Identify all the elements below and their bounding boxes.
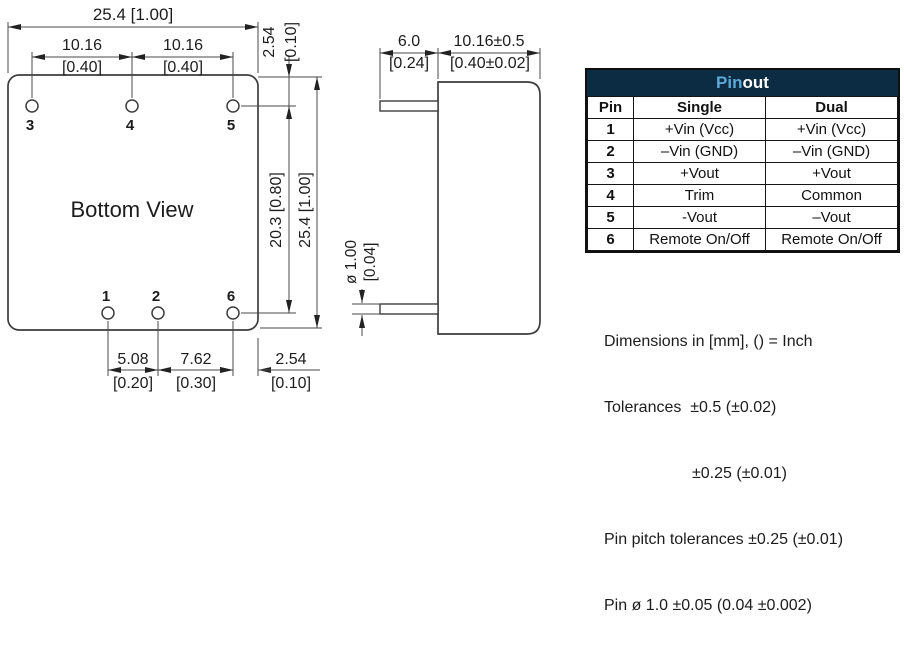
side-view (343, 33, 540, 336)
pinout-cell-pin: 3 (588, 163, 634, 185)
pin-1-hole (102, 307, 114, 319)
dim-pitch-left-mm: 10.16 (61, 37, 103, 54)
dim-top-offset-mm: 2.54 (261, 26, 278, 58)
pin-4-hole (126, 100, 138, 112)
dim-pin-dia-mm: ø 1.00 (343, 240, 360, 284)
note-line: Dimensions in [mm], () = Inch (604, 333, 813, 350)
pinout-table-title (587, 70, 898, 96)
bottom-view (8, 5, 322, 392)
dim-bottom-pitch2-in: [0.30] (175, 375, 217, 392)
dim-pitch-right-mm: 10.16 (162, 37, 204, 54)
dim-pitch-right-in: [0.40] (162, 59, 204, 76)
pinout-cell-single: +Vin (Vcc) (634, 119, 766, 141)
dim-pin-length-in: [0.24] (388, 55, 430, 72)
pinout-header-row (588, 97, 898, 119)
pinout-cell-dual: Remote On/Off (766, 229, 898, 251)
pinout-header-single: Single (634, 97, 766, 119)
note-line: Tolerances ±0.5 (±0.02) (604, 399, 777, 416)
pinout-header-dual: Dual (766, 97, 898, 119)
pinout-cell-pin: 6 (588, 229, 634, 251)
table-row (588, 207, 898, 229)
note-line: Pin ø 1.0 ±0.05 (0.04 ±0.002) (604, 597, 812, 614)
dim-overall-width (8, 22, 258, 73)
pinout-cell-single: –Vin (GND) (634, 141, 766, 163)
note-line: ±0.25 (±0.01) (692, 465, 787, 482)
table-row (588, 119, 898, 141)
pinout-header-pin: Pin (588, 97, 634, 119)
pin-5-hole (227, 100, 239, 112)
dim-body-depth-in: [0.40±0.02] (450, 55, 530, 72)
dim-bottom-pitch1-mm: 5.08 (117, 351, 149, 368)
dim-pin-length-mm: 6.0 (397, 33, 421, 50)
pin-3-label: 3 (25, 117, 35, 134)
dim-pin-row-span: 20.3 [0.80] (268, 172, 285, 248)
pinout-cell-single: Trim (634, 185, 766, 207)
dim-bottom-offset-mm: 2.54 (275, 351, 307, 368)
dim-bottom-offset-in: [0.10] (270, 375, 312, 392)
pinout-cell-pin: 1 (588, 119, 634, 141)
pinout-cell-pin: 4 (588, 185, 634, 207)
module-outline-side-view (438, 82, 540, 334)
side-view-bottom-pin (380, 304, 438, 314)
pinout-cell-dual: +Vin (Vcc) (766, 119, 898, 141)
dim-body-depth-mm: 10.16±0.5 (453, 33, 525, 50)
pin-6-hole (227, 307, 239, 319)
pinout-cell-single: +Vout (634, 163, 766, 185)
side-view-top-pin (380, 101, 438, 111)
dim-pin-diameter (352, 289, 381, 336)
table-row (588, 185, 898, 207)
pin-5-label: 5 (226, 117, 236, 134)
pinout-title-rest: out (742, 73, 769, 92)
dim-top-offset-in: [0.10] (283, 21, 300, 63)
table-row (588, 141, 898, 163)
pin-4-label: 4 (125, 117, 135, 134)
dimension-notes (604, 287, 843, 661)
bottom-view-label: Bottom View (70, 197, 194, 222)
dim-pin-dia-in: [0.04] (362, 242, 379, 282)
pin-6-label: 6 (226, 288, 236, 305)
dim-pitch-left-in: [0.40] (61, 59, 103, 76)
pin-2-hole (152, 307, 164, 319)
pinout-cell-dual: +Vout (766, 163, 898, 185)
dim-bottom-pitch2-mm: 7.62 (180, 351, 212, 368)
dim-overall-height: 25.4 [1.00] (297, 172, 314, 248)
table-row (588, 229, 898, 251)
table-row (588, 163, 898, 185)
note-line: Pin pitch tolerances ±0.25 (±0.01) (604, 531, 844, 548)
dim-overall-width-text: 25.4 [1.00] (92, 5, 174, 24)
pin-3-hole (26, 100, 38, 112)
pinout-cell-dual: Common (766, 185, 898, 207)
pinout-cell-dual: –Vin (GND) (766, 141, 898, 163)
pinout-cell-pin: 5 (588, 207, 634, 229)
pin-2-label: 2 (151, 288, 161, 305)
dim-bottom-pitch1-in: [0.20] (112, 375, 154, 392)
pinout-cell-single: Remote On/Off (634, 229, 766, 251)
pinout-cell-single: -Vout (634, 207, 766, 229)
pinout-table (585, 68, 900, 253)
pin-1-label: 1 (101, 288, 111, 305)
pinout-cell-pin: 2 (588, 141, 634, 163)
pinout-title-accent: Pin (716, 73, 743, 92)
pinout-cell-dual: –Vout (766, 207, 898, 229)
